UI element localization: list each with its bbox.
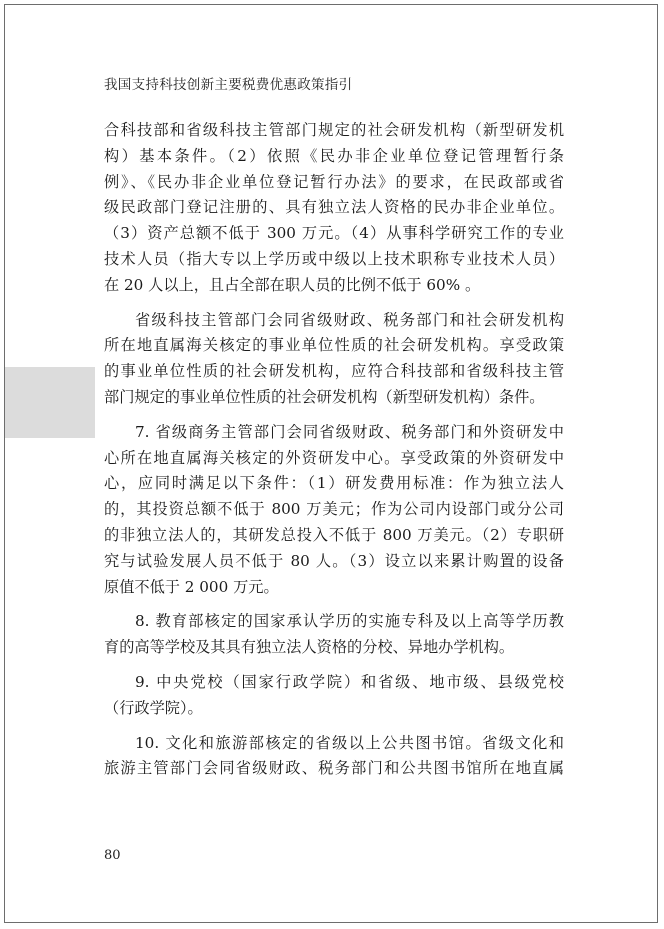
page-number: 80: [104, 848, 121, 863]
text-line: 8. 教育部核定的国家承认学历的实施专科及以上高等学历教: [135, 612, 564, 631]
text-line: （3）资产总额不低于 300 万元。（4）从事科学研究工作的专业: [104, 224, 564, 243]
text-line: 在 20 人以上，且占全部在职人员的比例不低于 60% 。: [104, 275, 481, 294]
text-line: 例》、《民办非企业单位登记暂行办法》的要求，在民政部或省: [104, 172, 564, 191]
text-line: 的，其投资总额不低于 800 万美元；作为公司内设部门或分公司: [104, 500, 564, 519]
text-line: 合科技部和省级科技主管部门规定的社会研发机构（新型研发机: [104, 121, 564, 139]
text-line: 9. 中央党校（国家行政学院）和省级、地市级、县级党校: [135, 672, 564, 691]
text-line: 7. 省级商务主管部门会同省级财政、税务部门和外资研发中: [135, 422, 564, 441]
text-line: 的非独立法人的，其研发总投入不低于 800 万美元。（2）专职研: [104, 525, 564, 544]
text-line: 育的高等学校及其具有独立法人资格的分校、异地办学机构。: [104, 638, 515, 657]
running-header: 我国支持科技创新主要税费优惠政策指引: [104, 77, 353, 93]
text-line: 技术人员（指大专以上学历或中级以上技术职称专业技术人员）: [104, 249, 564, 268]
text-line: 级民政部门登记注册的、具有独立法人资格的民办非企业单位。: [104, 198, 564, 217]
text-line: 省级科技主管部门会同省级财政、税务部门和社会研发机构: [135, 310, 564, 329]
text-line: 构）基本条件。（2）依照《民办非企业单位登记管理暂行条: [104, 146, 564, 165]
text-line: 旅游主管部门会同省级财政、税务部门和公共图书馆所在地直属: [104, 759, 564, 778]
text-line: 10. 文化和旅游部核定的省级以上公共图书馆。省级文化和: [135, 733, 564, 752]
body-text: [104, 118, 564, 782]
text-line: 心所在地直属海关核定的外资研发中心。享受政策的外资研发中: [104, 448, 564, 467]
text-line: 究与试验发展人员不低于 80 人。（3）设立以来累计购置的设备: [104, 551, 564, 570]
text-line: 部门规定的事业单位性质的社会研发机构（新型研发机构）条件。: [104, 387, 545, 406]
text-line: （行政学院）。: [104, 698, 203, 717]
chapter-tab-marker: [5, 367, 95, 438]
text-line: 心，应同时满足以下条件：（1）研发费用标准：作为独立法人: [104, 474, 564, 493]
text-line: 所在地直属海关核定的事业单位性质的社会研发机构。享受政策: [104, 336, 564, 355]
text-line: 原值不低于 2 000 万元。: [104, 577, 279, 596]
text-line: 的事业单位性质的社会研发机构，应符合科技部和省级科技主管: [104, 362, 564, 381]
